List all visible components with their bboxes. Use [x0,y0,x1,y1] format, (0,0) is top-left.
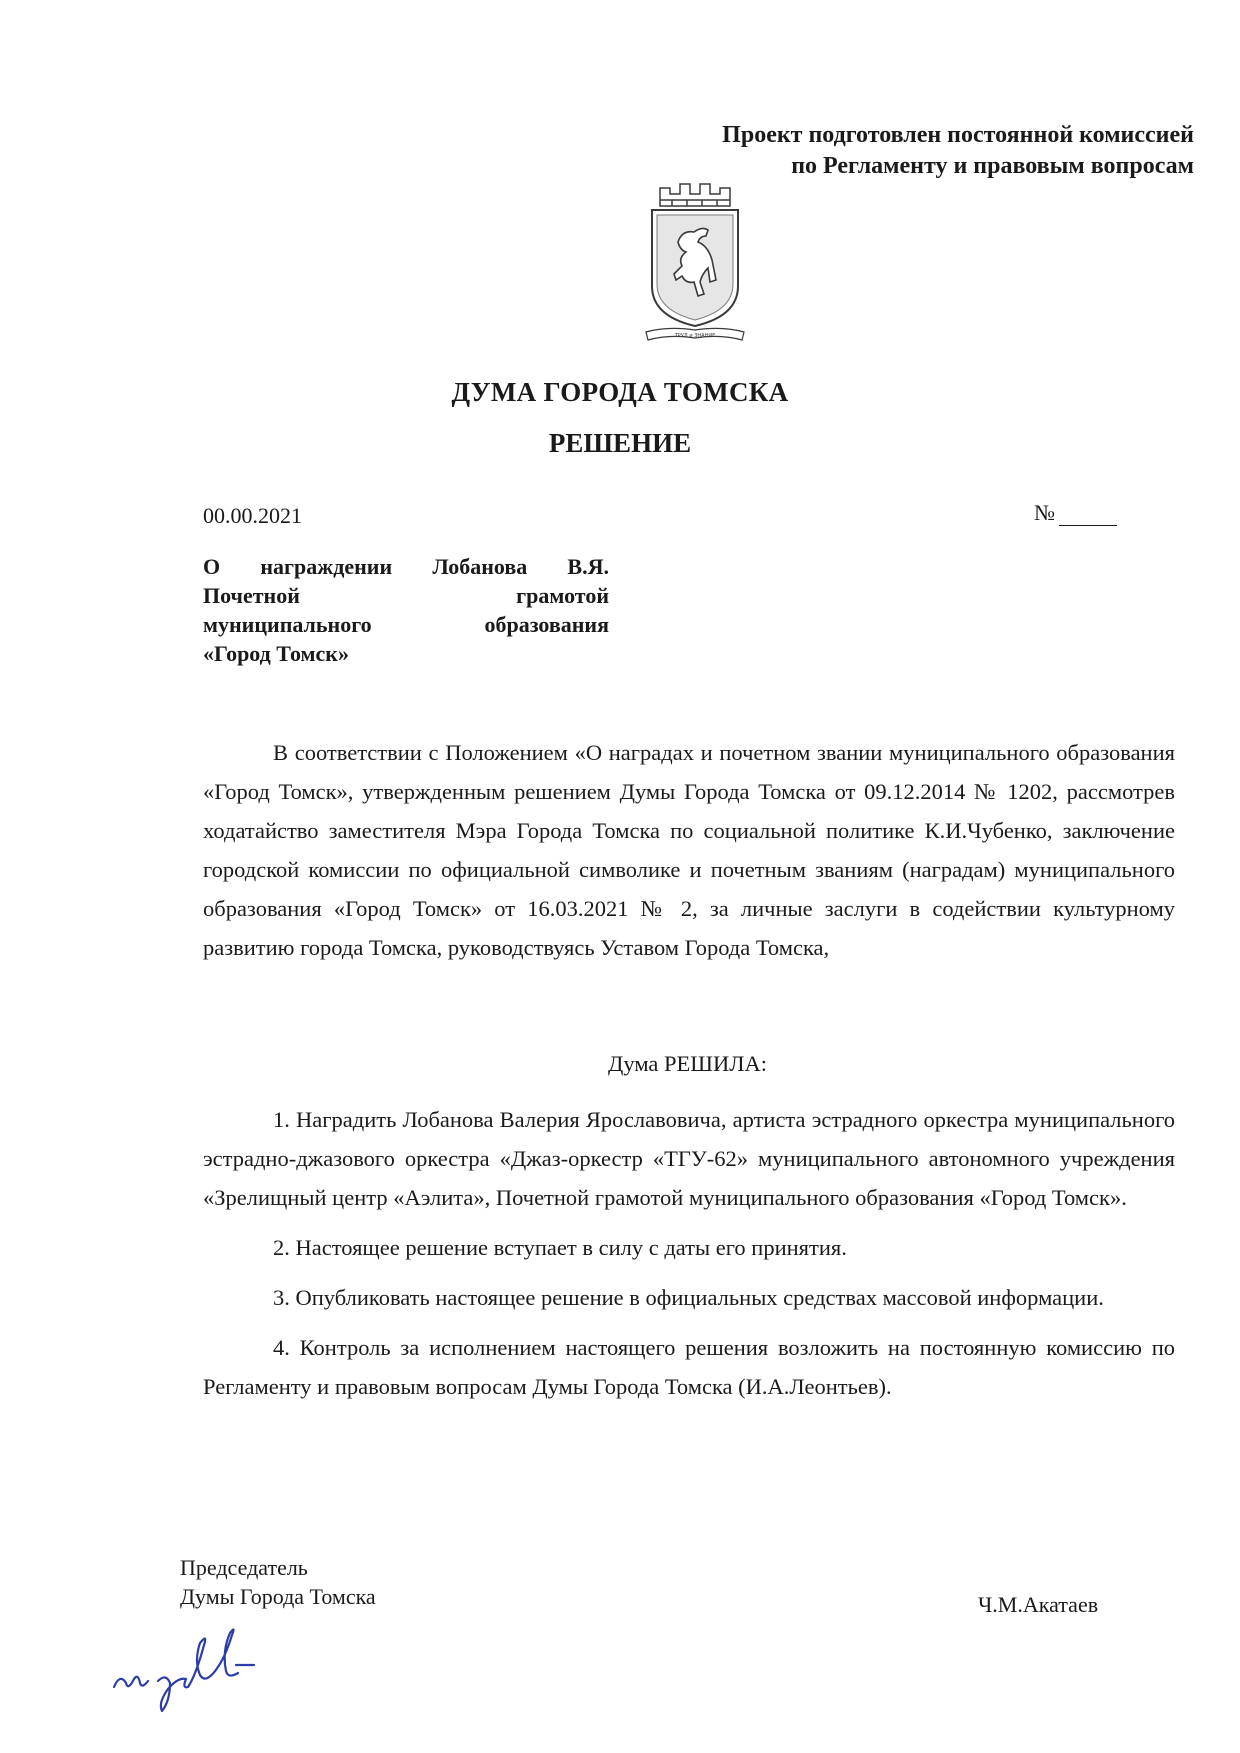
organization-title: ДУМА ГОРОДА ТОМСКА [451,377,789,407]
header-note [594,120,1194,182]
document-type: РЕШЕНИЕ [548,428,692,458]
subject-line-3: муниципального образования [203,612,609,637]
subject-line-1: О награждении Лобанова В.Я. [203,554,609,579]
decision-item-4: 4. Контроль за исполнением настоящего решения возложить на постоянную комиссию по Регламенту и правовым вопросам Думы Города Томска (И.А.Леонтьев). [203,1335,1175,1399]
emblem-motto: ТРУД и ЗНАНИЕ [674,333,716,339]
decision-item-3: 3. Опубликовать настоящее решение в официальных средствах массовой информации. [273,1285,1104,1310]
header-note-line-2: по Регламенту и правовым вопросам [791,153,1194,179]
decision-item-2: 2. Настоящее решение вступает в силу с даты его принятия. [273,1235,847,1260]
decision-item-1: 1. Наградить Лобанова Валерия Ярославовича, артиста эстрадного оркестра муниципального эстрадно-джазового оркестра «Джаз-оркестр «ТГУ-62» муниципального автономного учреждения «Зрелищный центр «Аэлита», Почетной грамотой муниципального образования «Город Томск». [203,1107,1175,1210]
signatory-title: Председатель Думы Города Томска [180,1555,376,1609]
document-number-label: № [1034,500,1055,525]
subject-line-2: Почетной грамотой [203,583,609,608]
coat-of-arms-icon [642,176,748,346]
resolved-heading: Дума РЕШИЛА: [608,1051,767,1076]
preamble-paragraph: В соответствии с Положением «О наградах и почетном звании муниципального образования «Город Томск», утвержденным решением Думы Города Томска от 09.12.2014 № 1202, рассмотрев ходатайство заместителя Мэра Города Томска по социальной политике К.И.Чубенко, заключение городской комиссии по официальной символике и почетным званиям (наградам) муниципального образования «Город Томск» от 16.03.2021 № 2, за личные заслуги в содействии культурному развитию города Томска, руководствуясь Уставом Города Томска, [203,740,1175,960]
decision-subject [203,552,609,668]
header-note-line-1: Проект подготовлен постоянной комиссией [722,122,1194,148]
document-date: 00.00.2021 [203,503,302,528]
decision-items [203,1100,1175,1417]
subject-line-4: «Город Томск» [203,641,349,666]
document-number-blank [1059,505,1117,526]
signatory-name: Ч.М.Акатаев [978,1592,1099,1617]
document-number [1034,500,1117,526]
handwritten-signature [108,1615,298,1715]
